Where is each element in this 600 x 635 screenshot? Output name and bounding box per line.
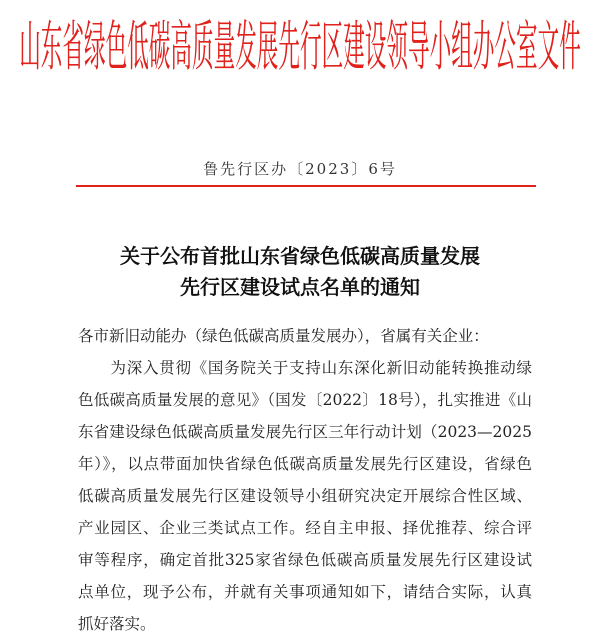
notice-title-line-1: 关于公布首批山东省绿色低碳高质量发展 [120, 244, 480, 268]
body-line: 年）》，以点带面加快省绿色低碳高质量发展先行区建设，省绿色 [78, 455, 532, 473]
body-line: 低碳高质量发展先行区建设领导小组研究决定开展综合性区域、 [78, 487, 532, 505]
body-line: 为深入贯彻《国务院关于支持山东深化新旧动能转换推动绿 [78, 359, 532, 377]
document-number: 鲁先行区办〔2023〕6号 [203, 160, 397, 178]
masthead-title: 山东省绿色低碳高质量发展先行区建设领导小组办公室文件 [19, 15, 581, 78]
body-line: 抓好落实。 [78, 615, 156, 633]
body-line: 审等程序，确定首批325家省绿色低碳高质量发展先行区建设试 [78, 551, 532, 569]
salutation: 各市新旧动能办（绿色低碳高质量发展办），省属有关企业： [78, 327, 489, 345]
body-line: 产业园区、企业三类试点工作。经自主申报、择优推荐、综合评 [78, 519, 532, 537]
body-line: 点单位，现予公布，并就有关事项通知如下，请结合实际，认真 [78, 583, 532, 601]
body-line: 色低碳高质量发展的意见》（国发〔2022〕18号），扎实推进《山 [78, 391, 532, 409]
red-divider [76, 185, 536, 187]
document-masthead [0, 14, 600, 80]
body-line: 东省建设绿色低碳高质量发展先行区三年行动计划（2023—2025 [78, 423, 532, 441]
notice-title-line-2: 先行区建设试点名单的通知 [180, 275, 420, 299]
